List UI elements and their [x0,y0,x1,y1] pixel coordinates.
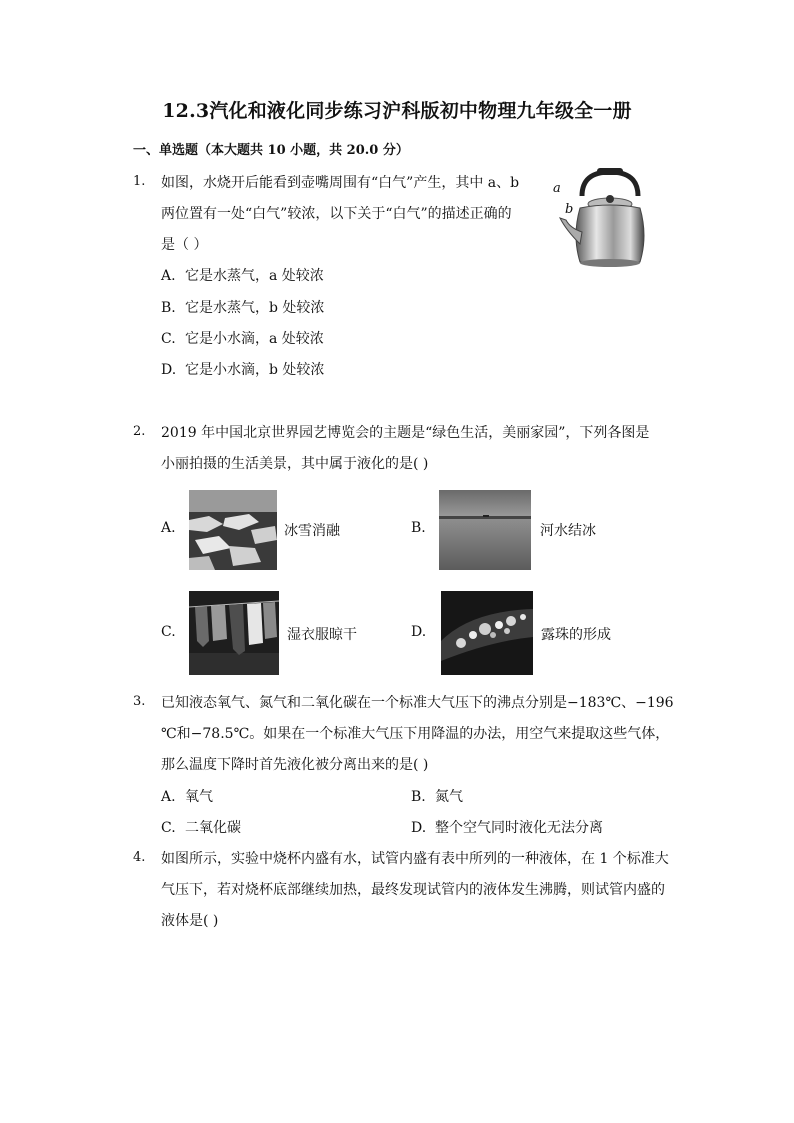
option-letter: A. [161,520,176,536]
question-3-option-c[interactable] [161,817,241,837]
question-3-option-a[interactable] [161,786,213,806]
option-letter: D. [411,624,427,640]
question-2-number: 2. [133,424,146,439]
option-c-caption: 湿衣服晾干 [287,627,357,643]
option-letter: A. [161,789,176,805]
option-text: 整个空气同时液化无法分离 [435,820,603,836]
option-letter: C. [161,624,176,640]
dew-drops-photo [441,591,533,675]
question-1-option-c[interactable] [161,328,324,348]
question-3-line-1: 已知液态氧气、氮气和二氧化碳在一个标准大气压下的沸点分别是−183℃、−196 [161,695,674,711]
option-letter: D. [411,820,427,836]
question-2-option-b[interactable] [411,520,426,536]
option-letter: D. [161,362,177,378]
question-4-line-2: 气压下，若对烧杯底部继续加热，最终发现试管内的液体发生沸腾，则试管内盛的 [161,882,665,898]
question-1-line-2: 两位置有一处“白气”较浓，以下关于“白气”的描述正确的 [161,206,512,222]
option-letter: B. [411,789,426,805]
question-2-line-1: 2019 年中国北京世界园艺博览会的主题是“绿色生活，美丽家园”，下列各图是 [161,425,650,441]
question-3-line-3: 那么温度下降时首先液化被分离出来的是( ) [161,757,429,773]
question-4-line-3: 液体是( ) [161,913,219,929]
question-4-line-1: 如图所示，实验中烧杯内盛有水，试管内盛有表中所列的一种液体，在 1 个标准大 [161,851,669,867]
question-4-number: 4. [133,850,146,865]
option-text: 它是小水滴，a 处较浓 [185,331,324,347]
option-letter: C. [161,331,176,347]
question-1-line-3: 是（ ） [161,237,208,253]
option-letter: B. [161,300,176,316]
option-text: 它是水蒸气，b 处较浓 [185,300,325,316]
option-letter: C. [161,820,176,836]
question-1-option-b[interactable] [161,297,324,317]
question-1-number: 1. [133,174,146,189]
question-3-option-d[interactable] [411,817,603,837]
option-b-caption: 河水结冰 [540,523,596,539]
section-heading: 一、单选题（本大题共 10 小题，共 20.0 分） [133,143,409,158]
figure-label-b: b [565,202,574,217]
option-letter: B. [411,520,426,536]
frozen-river-photo [439,490,531,570]
option-text: 它是小水滴，b 处较浓 [185,362,325,378]
question-1-option-a[interactable] [161,265,324,285]
option-d-caption: 露珠的形成 [541,627,611,643]
question-3-number: 3. [133,694,146,709]
question-2-option-a[interactable] [161,520,176,536]
option-text: 氮气 [435,789,463,805]
figure-label-a: a [553,181,561,196]
question-2-option-c[interactable] [161,624,176,640]
kettle-figure [552,166,652,272]
option-text: 它是水蒸气，a 处较浓 [185,268,324,284]
option-text: 氧气 [185,789,213,805]
question-2-line-2: 小丽拍摄的生活美景，其中属于液化的是( ) [161,456,429,472]
melting-ice-photo [189,490,277,570]
option-letter: A. [161,268,176,284]
question-3-option-b[interactable] [411,786,463,806]
option-text: 二氧化碳 [185,820,241,836]
question-3-line-2: ℃和−78.5℃。如果在一个标准大气压下用降温的办法，用空气来提取这些气体， [161,726,670,742]
page-title: 12.3汽化和液化同步练习沪科版初中物理九年级全一册 [162,100,632,122]
drying-clothes-photo [189,591,279,675]
question-1-line-1: 如图，水烧开后能看到壶嘴周围有“白气”产生，其中 a、b [161,175,520,191]
question-2-option-d[interactable] [411,624,426,640]
question-1-option-d[interactable] [161,359,324,379]
option-a-caption: 冰雪消融 [284,523,340,539]
